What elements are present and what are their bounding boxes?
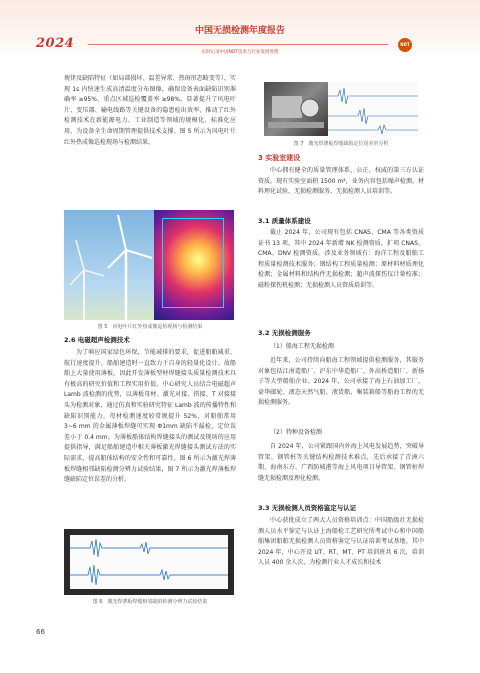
section-2-6-heading: 2.6 电磁超声检测技术 — [64, 336, 130, 344]
figure-7-image — [264, 82, 418, 136]
probe-icon — [264, 82, 328, 136]
figure-7-caption: 图 7 激光焊薄板焊缝缺陷定位误差的分析 — [293, 141, 389, 147]
figure-6-caption: 图 6 激光焊薄板焊缝相邻缺陷检测分辨力试验结果 — [92, 599, 208, 605]
certification-paragraph: 中心获批成立了两大人员资格培训点：中国船级社无损检测人员水平鉴定与认证上海船检工艺研究所考试中心和中国船舶集团船舶无损检测人员资格鉴定与认证培训考试基地。其中 2024 年，中心开设 UT、RT、MT、PT 培训班共 6 次，培训人员 400 余人次，为检测行业人才成长和技术 — [258, 517, 424, 567]
section-3-heading: 3 实验室建设 — [258, 154, 301, 162]
wind-turbine-icon — [64, 210, 154, 320]
report-year: 2024 — [36, 36, 75, 51]
lab-intro-paragraph: 中心拥有健全的质量管理体系，公正、权威的第三方认证资质。现有实验室面积 1500 m²，业务内容包括噪声检测、材料理化试验、无损检测服务、无损检测人员培训等。 — [258, 167, 424, 196]
figure-6-image — [64, 529, 234, 595]
waveform-chart — [328, 82, 418, 136]
ndt-logo: NDT — [398, 38, 412, 52]
page-number: 66 — [36, 628, 45, 636]
emat-paragraph: 为了响应国家绿色环保，节能减排的要求，促进船舶减重、航行速度提升，船舶建造时一直致力于自身的轻量化设计。故船舶上大量使用薄板，因此开发薄板型材焊缝接头质量检测技术具有极高的研究价值和工程实用价值。中心研究人员结合电磁超声 Lamb 波检测的优势，以薄板母材、激光对接、搭接、T 对接接头为检测对象，通过仿真和实验研究特征 Lamb 波的传播特性和缺陷识别能力，母材检测速度较常规提升 52%，对船舶常用 3~6 mm 的金属薄板焊缝可实现 Φ1mm 缺陷不漏检，定位误差小于 0.4 mm。为薄板船体结构焊缝接头的测试及现场的应用提供指导，满足船舶建造中相关薄板激光焊缝接头测试方法的实际需求，提高船体结构的安全性和可靠性。图 6 所示为激光焊薄板焊缝相邻缺陷检测分辨力试验结果，图 7 所示为激光焊薄板焊缝缺陷定位误差的分析。 — [64, 349, 236, 484]
report-subtitle: 实时记录中国NDT技术与行业发展进程 — [201, 50, 279, 55]
special-equipment-paragraph: 自 2024 年，公司紧跟国内外海上风电发展趋势，突破导管架、钢管桩等关键结构检测技术难点，先后承接了青洲六期、海南东方、广西防城港等海上风电项目导管架、钢管桩焊缝无损检测及理化检测。 — [258, 443, 424, 482]
figure-5-caption: 图 5 风电叶片红外热成像巡检现场与检测结果 — [97, 324, 203, 330]
section-3-1-heading: 3.1 质量体系建设 — [258, 217, 311, 225]
waveform-chart — [70, 535, 228, 589]
defect-signal-plot — [328, 82, 418, 136]
header-divider — [88, 44, 388, 45]
thermal-roi-box — [162, 218, 224, 308]
subsection-special-heading: （2）特种设备检测 — [270, 429, 322, 436]
figure-5-image — [64, 210, 234, 320]
section-3-3-heading: 3.3 无损检测人员资格鉴定与认证 — [258, 504, 357, 512]
infrared-paragraph: 规律及缺陷特征（如局部损坏、温差异常、热斑形态畸变等），实现 1s 内快速生成高清温度分布图像，确保设备表面缺陷识别准确率 ≥95%、重点区域巡检覆盖率 ≥98%，显著提升了风电叶片、变压器、输电线路等关键设备的隐患检出效率，推动了红外检测技术在新能源电力、工业制造等领域的规模化、标准化应用，为设备全生命周期管理提供技术支撑。图 5 所示为风电叶片红外热成像巡检现场与检测结果。 — [64, 75, 236, 146]
specimen-photo — [264, 82, 328, 136]
marine-ndt-paragraph: 近年来，公司持续向船海工程领域提供检测服务，其服务对象包括江南造船厂、沪东中华造船厂、外高桥造船厂、新扬子等大型船舶企业。2024 年，公司承接了海上石油加工厂、豪华邮轮、液态天然气船、液货船、集装箱船等船海工程的无损检测服务。 — [258, 357, 424, 407]
subsection-marine-heading: （1）船海工程无损检测 — [270, 343, 334, 350]
wind-turbine-photo — [64, 210, 154, 320]
signal-plot — [70, 535, 228, 589]
quality-system-paragraph: 截止 2024 年，公司现有包括 CNAS、CMA 等各类资质证书 13 项，其中 2024 年新增 NK 检测资质，扩项 CNAS、CMA、DNV 检测资质。涉及业务领域有：海洋工程及船舶工程质量检测技术服务；钢结构工程质量检测；原材料材质理化检测；金属材料和结构件无损检测；超声波探伤仪计量校准；磁粉探伤机检测；无损检测人员资质培训等。 — [258, 229, 424, 289]
section-3-2-heading: 3.2 无损检测服务 — [258, 329, 311, 337]
report-title: 中国无损检测年度报告 — [194, 26, 285, 36]
